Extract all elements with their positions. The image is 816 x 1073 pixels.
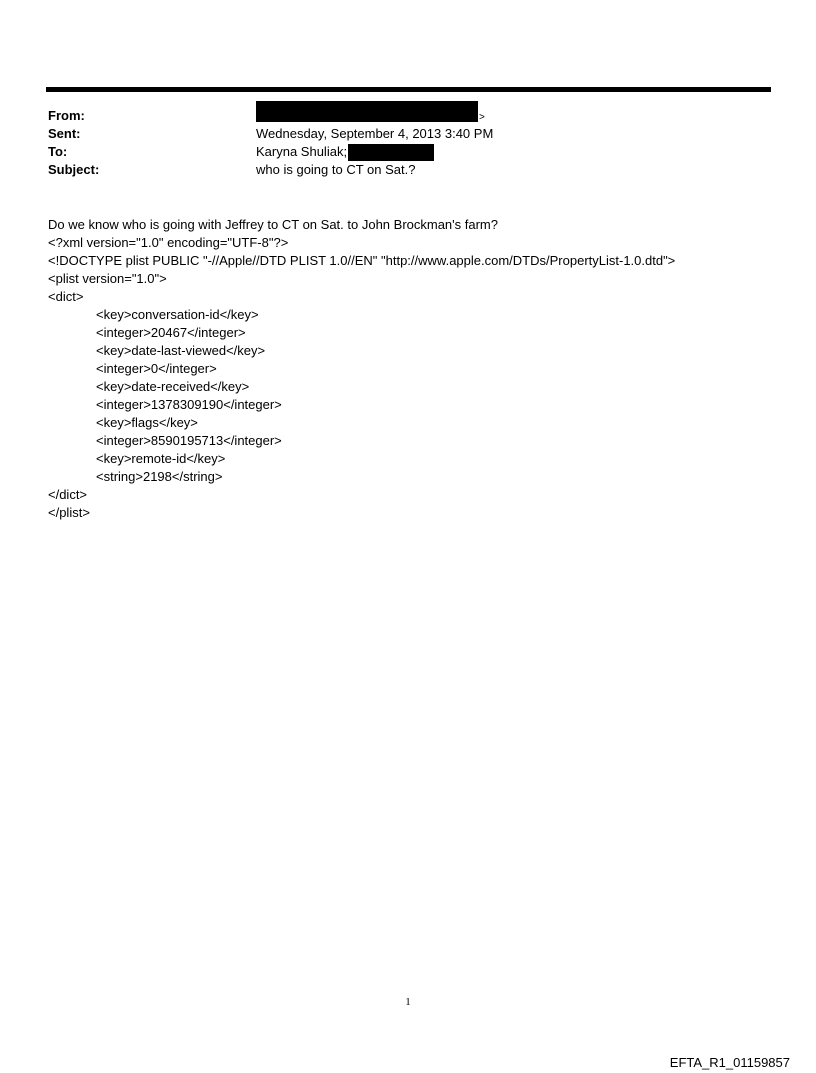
to-row <box>48 143 768 161</box>
sent-label: Sent: <box>48 126 81 141</box>
body-question: Do we know who is going with Jeffrey to CT on Sat. to John Brockman's farm? <box>48 217 498 232</box>
dict-line: <key>conversation-id</key> <box>96 307 259 322</box>
from-label: From: <box>48 108 85 123</box>
dict-line: <integer>20467</integer> <box>96 325 246 340</box>
dict-line: <string>2198</string> <box>96 469 223 484</box>
from-trailing: > <box>479 112 485 123</box>
sent-value: Wednesday, September 4, 2013 3:40 PM <box>256 126 494 141</box>
from-value <box>256 107 485 127</box>
email-body <box>48 216 788 522</box>
email-header <box>48 107 768 179</box>
header-divider <box>46 87 771 92</box>
plist-close: </plist> <box>48 505 90 520</box>
to-value: Karyna Shuliak; <box>256 144 348 159</box>
page-number: 1 <box>405 996 411 1008</box>
subject-value: who is going to CT on Sat.? <box>256 162 416 177</box>
plist-open: <plist version="1.0"> <box>48 271 167 286</box>
dict-close: </dict> <box>48 487 88 502</box>
sent-row <box>48 125 768 143</box>
subject-row <box>48 161 768 179</box>
to-label: To: <box>48 144 68 159</box>
dict-line: <integer>8590195713</integer> <box>96 433 282 448</box>
dict-line: <key>remote-id</key> <box>96 451 226 466</box>
redaction-box <box>348 144 434 161</box>
dict-line: <key>flags</key> <box>96 415 198 430</box>
redaction-box <box>256 101 478 122</box>
dict-line: <integer>1378309190</integer> <box>96 397 282 412</box>
to-value-wrap <box>256 143 434 161</box>
from-row <box>48 107 768 125</box>
document-id: EFTA_R1_01159857 <box>669 1055 790 1070</box>
subject-label: Subject: <box>48 162 100 177</box>
doctype-line: <!DOCTYPE plist PUBLIC "-//Apple//DTD PLIST 1.0//EN" "http://www.apple.com/DTDs/PropertyList-1.0.dtd"> <box>48 253 676 268</box>
dict-line: <integer>0</integer> <box>96 361 217 376</box>
xml-declaration: <?xml version="1.0" encoding="UTF-8"?> <box>48 235 289 250</box>
dict-open: <dict> <box>48 289 84 304</box>
dict-line: <key>date-received</key> <box>96 379 250 394</box>
dict-line: <key>date-last-viewed</key> <box>96 343 266 358</box>
